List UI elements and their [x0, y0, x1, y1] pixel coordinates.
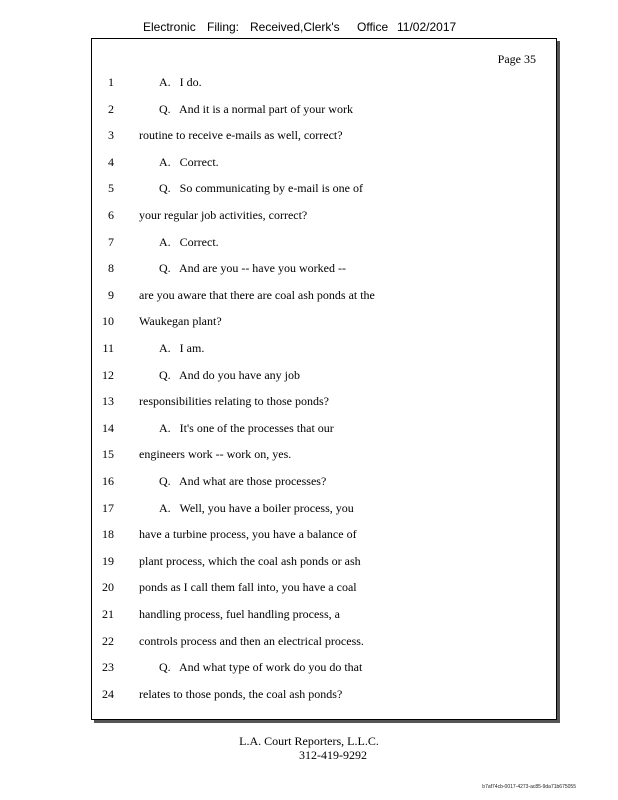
line-number: 5 [108, 181, 114, 196]
stamp-date: 11/02/2017 [397, 20, 457, 34]
line-number: 8 [108, 261, 114, 276]
line-number: 20 [102, 580, 114, 595]
line-text: plant process, which the coal ash ponds or ash [139, 553, 361, 568]
line-number: 3 [108, 128, 114, 143]
line-number: 10 [102, 314, 114, 329]
transcript-line [92, 394, 558, 412]
line-number: 23 [102, 660, 114, 675]
line-text: Q. And are you -- have you worked -- [159, 261, 346, 276]
line-text: relates to those ponds, the coal ash ponds? [139, 686, 343, 701]
line-text: Q. And what type of work do you do that [159, 660, 363, 675]
line-text: A. I am. [159, 341, 205, 355]
line-text: A. I do. [159, 75, 202, 89]
transcript-line [92, 660, 558, 678]
transcript-line [92, 102, 558, 120]
line-number: 9 [108, 287, 114, 302]
line-number: 4 [108, 154, 114, 169]
filing-stamp-header [0, 20, 618, 36]
line-number: 2 [108, 101, 114, 116]
line-text: handling process, fuel handling process, a [139, 607, 340, 621]
line-text: Q. And what are those processes? [159, 474, 327, 488]
line-number: 11 [102, 341, 114, 355]
line-number: 12 [102, 367, 114, 382]
line-text: ponds as I call them fall into, you have a coal [139, 580, 357, 595]
stamp-received: Received,Clerk's [250, 20, 340, 34]
transcript-line [92, 634, 558, 652]
transcript-line [92, 501, 558, 519]
stamp-office: Office [357, 20, 389, 34]
line-number: 15 [102, 447, 114, 462]
line-number: 17 [102, 500, 114, 515]
line-number: 1 [108, 75, 114, 89]
line-text: A. Correct. [159, 154, 219, 169]
transcript-line [92, 208, 558, 226]
line-number: 18 [102, 527, 114, 542]
line-number: 7 [108, 234, 114, 249]
transcript-line [92, 75, 558, 93]
footer [0, 734, 618, 762]
line-text: Waukegan plant? [139, 314, 222, 329]
line-number: 19 [102, 553, 114, 568]
line-text: your regular job activities, correct? [139, 208, 308, 222]
footer-phone: 312-419-9292 [299, 748, 367, 762]
transcript-line [92, 128, 558, 146]
line-text: routine to receive e-mails as well, correct? [139, 128, 343, 143]
stamp-electronic: Electronic [143, 20, 196, 34]
line-text: controls process and then an electrical process. [139, 633, 364, 648]
line-text: A. It's one of the processes that our [159, 420, 334, 435]
line-number: 6 [108, 208, 114, 222]
line-text: engineers work -- work on, yes. [139, 447, 292, 462]
line-number: 14 [102, 420, 114, 435]
line-text: Q. And it is a normal part of your work [159, 101, 353, 116]
transcript-line [92, 554, 558, 572]
transcript-line [92, 687, 558, 705]
transcript-line [92, 181, 558, 199]
transcript-line [92, 447, 558, 465]
line-number: 16 [102, 474, 114, 488]
transcript-line [92, 341, 558, 359]
footer-company: L.A. Court Reporters, L.L.C. [239, 734, 379, 748]
transcript-line [92, 368, 558, 386]
line-text: A. Well, you have a boiler process, you [159, 500, 354, 515]
line-number: 13 [102, 394, 114, 409]
transcript-line [92, 314, 558, 332]
transcript-line [92, 474, 558, 492]
stamp-filing: Filing: [207, 20, 240, 34]
line-number: 22 [102, 633, 114, 648]
line-text: Q. So communicating by e-mail is one of [159, 181, 363, 196]
line-text: A. Correct. [159, 234, 219, 249]
transcript-line [92, 607, 558, 625]
line-text: Q. And do you have any job [159, 367, 300, 382]
line-number: 24 [102, 686, 114, 701]
transcript-line [92, 421, 558, 439]
transcript-line [92, 155, 558, 173]
line-number: 21 [102, 607, 114, 621]
transcript-line [92, 261, 558, 279]
line-text: have a turbine process, you have a balance of [139, 527, 357, 542]
line-text: are you aware that there are coal ash ponds at the [139, 287, 375, 302]
transcript-line [92, 580, 558, 598]
transcript-line [92, 527, 558, 545]
transcript-line [92, 235, 558, 253]
document-hash: b7af74cb-0017-4273-ac85-9da71b675055 [482, 784, 576, 790]
transcript-line [92, 288, 558, 306]
page-number: Page 35 [497, 52, 536, 66]
line-text: responsibilities relating to those ponds? [139, 394, 329, 409]
transcript-page [91, 38, 557, 720]
